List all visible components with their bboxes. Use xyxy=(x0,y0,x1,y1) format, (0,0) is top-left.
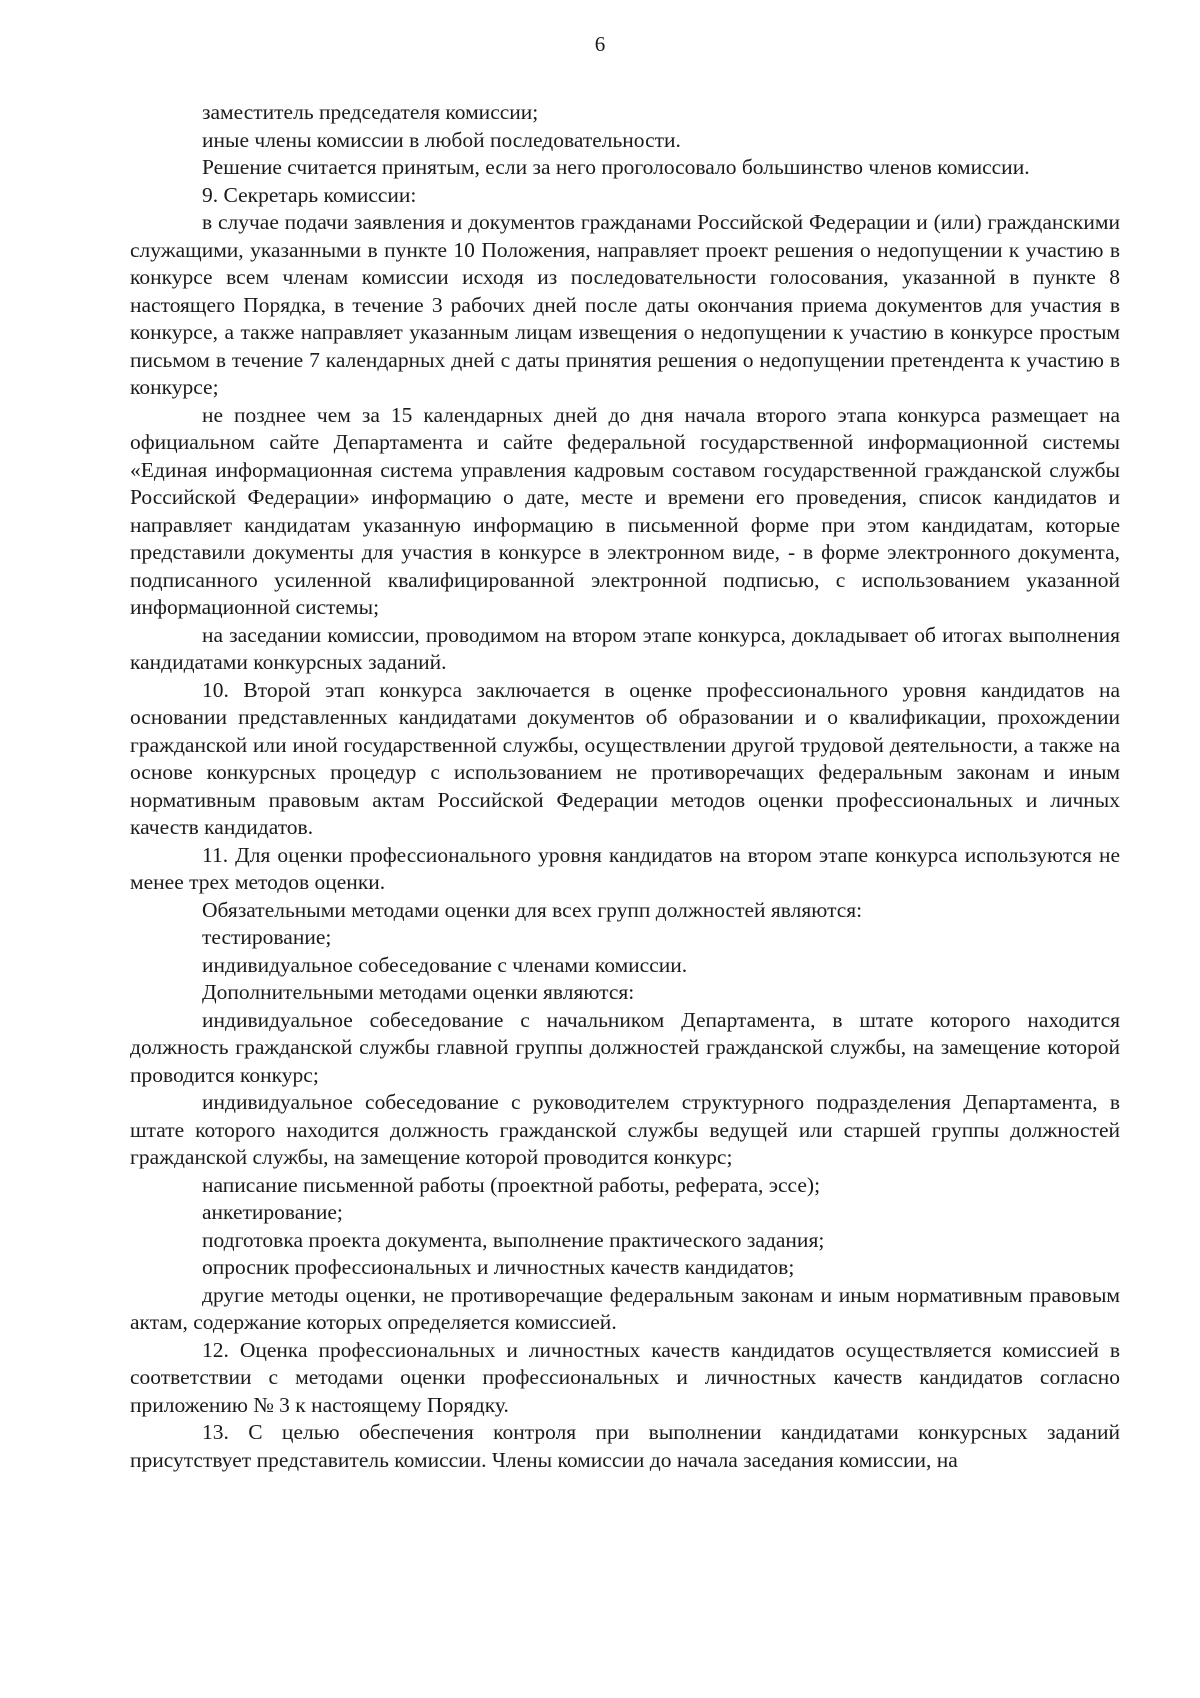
paragraph: другие методы оценки, не противоречащие федеральным законам и иным нормативным правовым актам, содержание которых определяется комиссией. xyxy=(130,1282,1120,1334)
paragraph: иные члены комиссии в любой последовательности. xyxy=(202,127,681,152)
paragraph: не позднее чем за 15 календарных дней до дня начала второго этапа конкурса размещает на официальном сайте Департамента и сайте федеральной государственной информационной системы «Единая информационная система управления кадровым составом государственной гражданской службы Российской Федерации» информацию о дате, месте и времени его проведения, список кандидатов и направляет кандидатам указанную информацию в письменной форме при этом кандидатам, которые представили документы для участия в конкурсе в электронном виде, - в форме электронного документа, подписанного усиленной квалифицированной электронной подписью, с использованием указанной информационной системы; xyxy=(130,402,1120,619)
paragraph: индивидуальное собеседование с начальником Департамента, в штате которого находится должность гражданской службы главной группы должностей гражданской службы, на замещение которой проводится конкурс; xyxy=(130,1007,1120,1087)
paragraph: заместитель председателя комиссии; xyxy=(202,100,539,124)
paragraph: подготовка проекта документа, выполнение практического задания; xyxy=(202,1227,825,1252)
paragraph: Дополнительными методами оценки являются: xyxy=(202,980,635,1004)
paragraph: индивидуальное собеседование с членами комиссии. xyxy=(202,952,688,977)
paragraph: опросник профессиональных и личностных качеств кандидатов; xyxy=(202,1255,795,1279)
paragraph: 13. С целью обеспечения контроля при выполнении кандидатами конкурсных заданий присутствует представитель комиссии. Члены комиссии до начала заседания комиссии, на xyxy=(130,1420,1120,1472)
paragraph: индивидуальное собеседование с руководителем структурного подразделения Департамента, в штате которого находится должность гражданской службы ведущей или старшей группы должностей гражданской службы, на замещение которой проводится конкурс; xyxy=(130,1090,1120,1169)
paragraph: 9. Секретарь комиссии: xyxy=(202,182,417,207)
paragraph: 11. Для оценки профессионального уровня кандидатов на втором этапе конкурса используются не менее трех методов оценки. xyxy=(130,842,1120,894)
paragraph: 10. Второй этап конкурса заключается в оценке профессионального уровня кандидатов на основании представленных кандидатами документов об образовании и о квалификации, прохождении гражданской или иной государственной службы, осуществлении другой трудовой деятельности, а также на основе конкурсных процедур с использованием не противоречащих федеральным законам и иным нормативным правовым актам Российской Федерации методов оценки профессиональных и личных качеств кандидатов. xyxy=(130,677,1120,839)
paragraph: в случае подачи заявления и документов гражданами Российской Федерации и (или) гражданскими служащими, указанными в пункте 10 Положения, направляет проект решения о недопущении к участию в конкурсе всем членам комиссии исходя из последовательности голосования, указанной в пункте 8 настоящего Порядка, в течение 3 рабочих дней после даты окончания приема документов для участия в конкурсе, а также направляет указанным лицам извещения о недопущении к участию в конкурсе простым письмом в течение 7 календарных дней с даты принятия решения о недопущении претендента к участию в конкурсе; xyxy=(130,210,1120,399)
paragraph: 12. Оценка профессиональных и личностных качеств кандидатов осуществляется комиссией в соответствии с методами оценки профессиональных и личностных качеств кандидатов согласно приложению № 3 к настоящему Порядку. xyxy=(130,1337,1120,1417)
paragraph: Обязательными методами оценки для всех групп должностей являются: xyxy=(202,897,863,922)
page-number: 6 xyxy=(594,32,606,56)
paragraph: тестирование; xyxy=(202,925,332,949)
paragraph: написание письменной работы (проектной работы, реферата, эссе); xyxy=(202,1172,821,1197)
paragraph: анкетирование; xyxy=(202,1200,343,1224)
document-body xyxy=(130,99,1120,1474)
paragraph: Решение считается принятым, если за него проголосовало большинство членов комиссии. xyxy=(202,155,1030,179)
paragraph: на заседании комиссии, проводимом на втором этапе конкурса, докладывает об итогах выполнения кандидатами конкурсных заданий. xyxy=(130,622,1120,674)
